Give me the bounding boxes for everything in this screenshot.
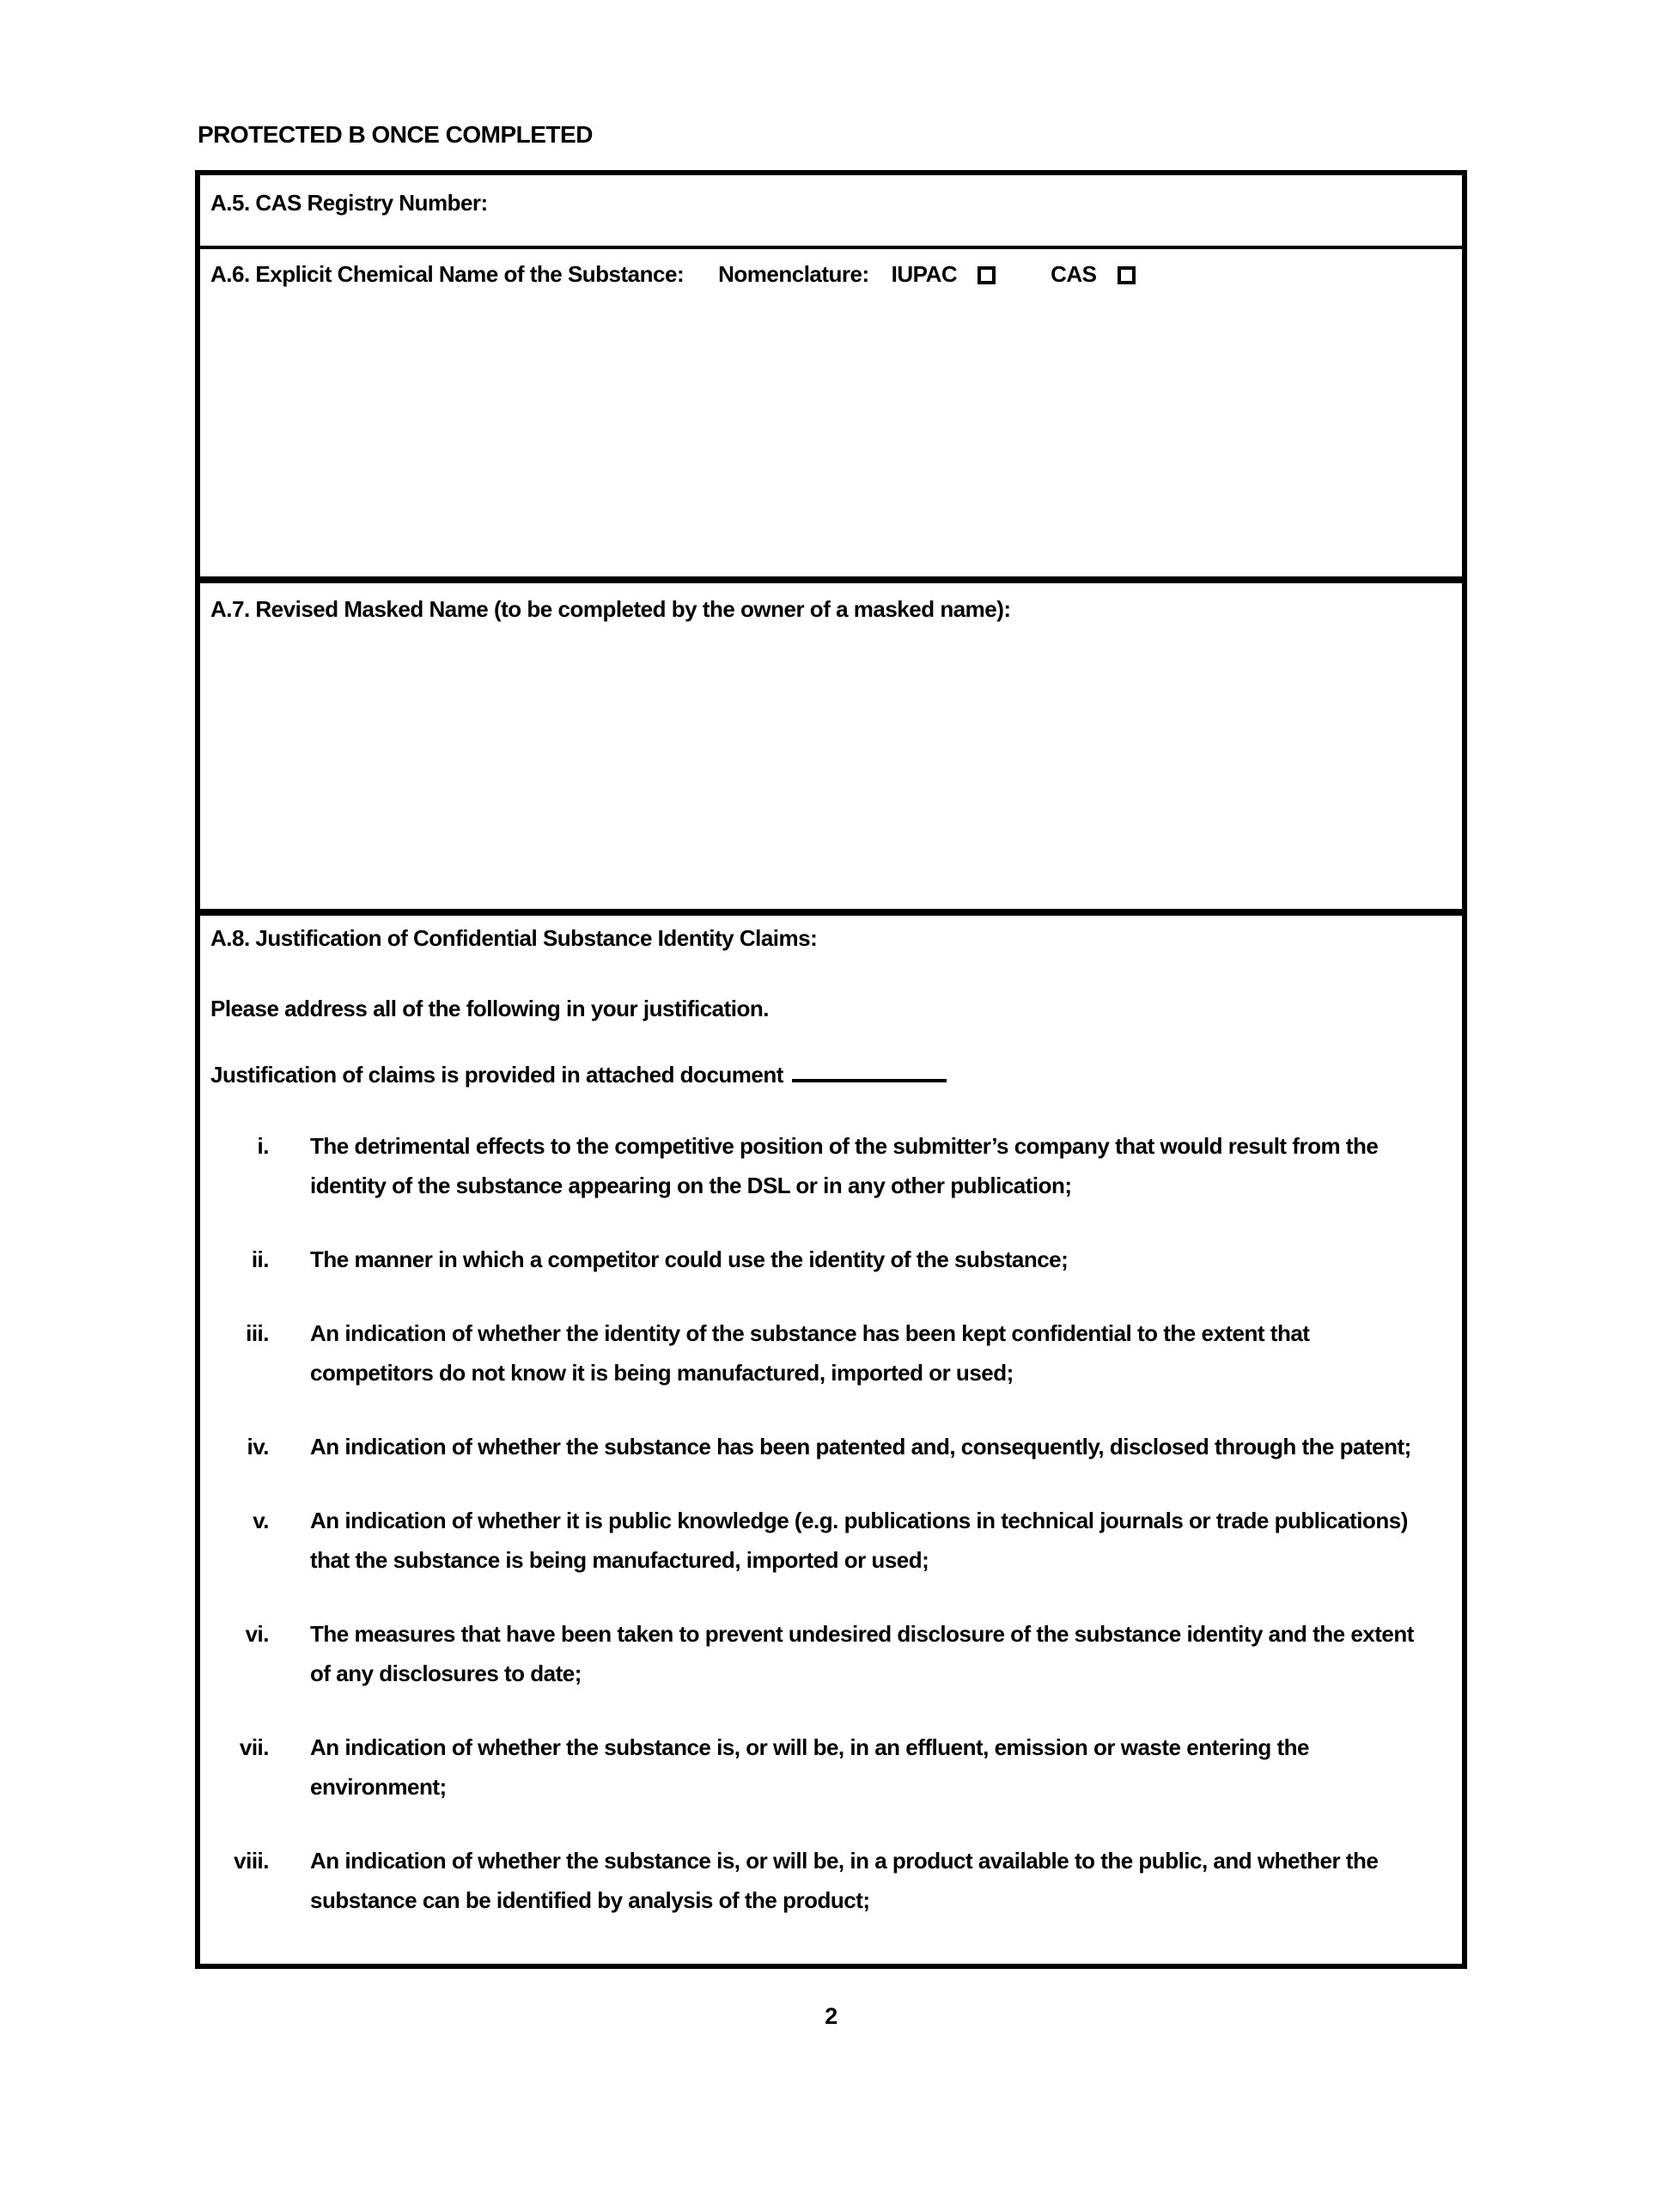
a8-item-iii: [210, 1313, 1452, 1392]
a6-header: [210, 261, 1452, 288]
a8-items-list: [210, 1126, 1452, 1920]
a8-item-text: An indication of whether the substance is, or will be, in a product available to the public, and whether the substance can be identified by analysis of the product;: [310, 1848, 1379, 1913]
a8-item-text: An indication of whether the identity of the substance has been kept confidential to the extent that competitors do not know it is being manufactured, imported or used;: [310, 1320, 1310, 1386]
a6-option-iupac-label: IUPAC: [891, 261, 958, 287]
a8-item-numeral: ii.: [251, 1246, 269, 1272]
a8-item-text: An indication of whether the substance is, or will be, in an effluent, emission or waste entering the environment;: [310, 1734, 1310, 1800]
a8-item-v: [210, 1501, 1452, 1580]
a8-item-numeral: vii.: [239, 1734, 269, 1760]
a8-item-text: The manner in which a competitor could use the identity of the substance;: [310, 1246, 1069, 1272]
a6-iupac-checkbox[interactable]: [978, 266, 996, 284]
a8-item-text: An indication of whether the substance has been patented and, consequently, disclosed through the patent;: [310, 1434, 1411, 1459]
a8-item-vii: [210, 1728, 1452, 1807]
a8-attachment-statement: Justification of claims is provided in attached document: [210, 1062, 783, 1088]
a6-option-iupac: [892, 261, 996, 288]
a8-item-i: [210, 1126, 1452, 1205]
a8-item-numeral: vi.: [245, 1621, 269, 1647]
a7-input-area[interactable]: [200, 628, 1462, 909]
a8-item-numeral: i.: [257, 1133, 269, 1159]
section-a7: [200, 583, 1462, 916]
section-a6: [200, 249, 1462, 583]
a6-cas-checkbox[interactable]: [1118, 266, 1136, 284]
classification-banner: PROTECTED B ONCE COMPLETED: [198, 121, 593, 148]
a8-item-vi: [210, 1614, 1452, 1693]
a8-item-numeral: iii.: [246, 1320, 269, 1346]
section-a8: [200, 916, 1462, 1964]
a8-item-text: An indication of whether it is public knowledge (e.g. publications in technical journals or trade publications) that the substance is being manufactured, imported or used;: [310, 1508, 1408, 1573]
a8-item-numeral: viii.: [234, 1848, 269, 1874]
a5-input-area[interactable]: [200, 220, 1462, 246]
a7-title: A.7. Revised Masked Name (to be completed by the owner of a masked name):: [210, 596, 1011, 622]
a8-attachment-blank-field[interactable]: [792, 1060, 947, 1082]
a6-nomenclature-label: Nomenclature:: [718, 261, 869, 287]
a8-item-viii: [210, 1841, 1452, 1920]
a5-title: A.5. CAS Registry Number:: [210, 190, 488, 216]
a8-item-ii: [210, 1240, 1452, 1279]
a6-option-cas: [1051, 261, 1135, 288]
a8-item-numeral: v.: [253, 1508, 269, 1533]
a8-item-numeral: iv.: [247, 1434, 269, 1459]
form-table: [195, 170, 1467, 1969]
section-a5: [200, 175, 1462, 249]
a8-item-text: The measures that have been taken to prevent undesired disclosure of the substance identity and the extent of any disclosures to date;: [310, 1621, 1414, 1686]
a8-attachment-line: [210, 1060, 1452, 1088]
a6-option-cas-label: CAS: [1051, 261, 1097, 287]
a8-item-text: The detrimental effects to the competitive position of the submitter’s company that would result from the identity of the substance appearing on the DSL or in any other publication;: [310, 1133, 1379, 1198]
a6-input-area[interactable]: [200, 294, 1462, 576]
a8-title: A.8. Justification of Confidential Substance Identity Claims:: [210, 925, 818, 951]
a8-item-iv: [210, 1427, 1452, 1466]
a8-intro: Please address all of the following in your justification.: [210, 996, 770, 1021]
a6-title: A.6. Explicit Chemical Name of the Substance:: [210, 261, 685, 287]
page-number: 2: [825, 2003, 838, 2029]
